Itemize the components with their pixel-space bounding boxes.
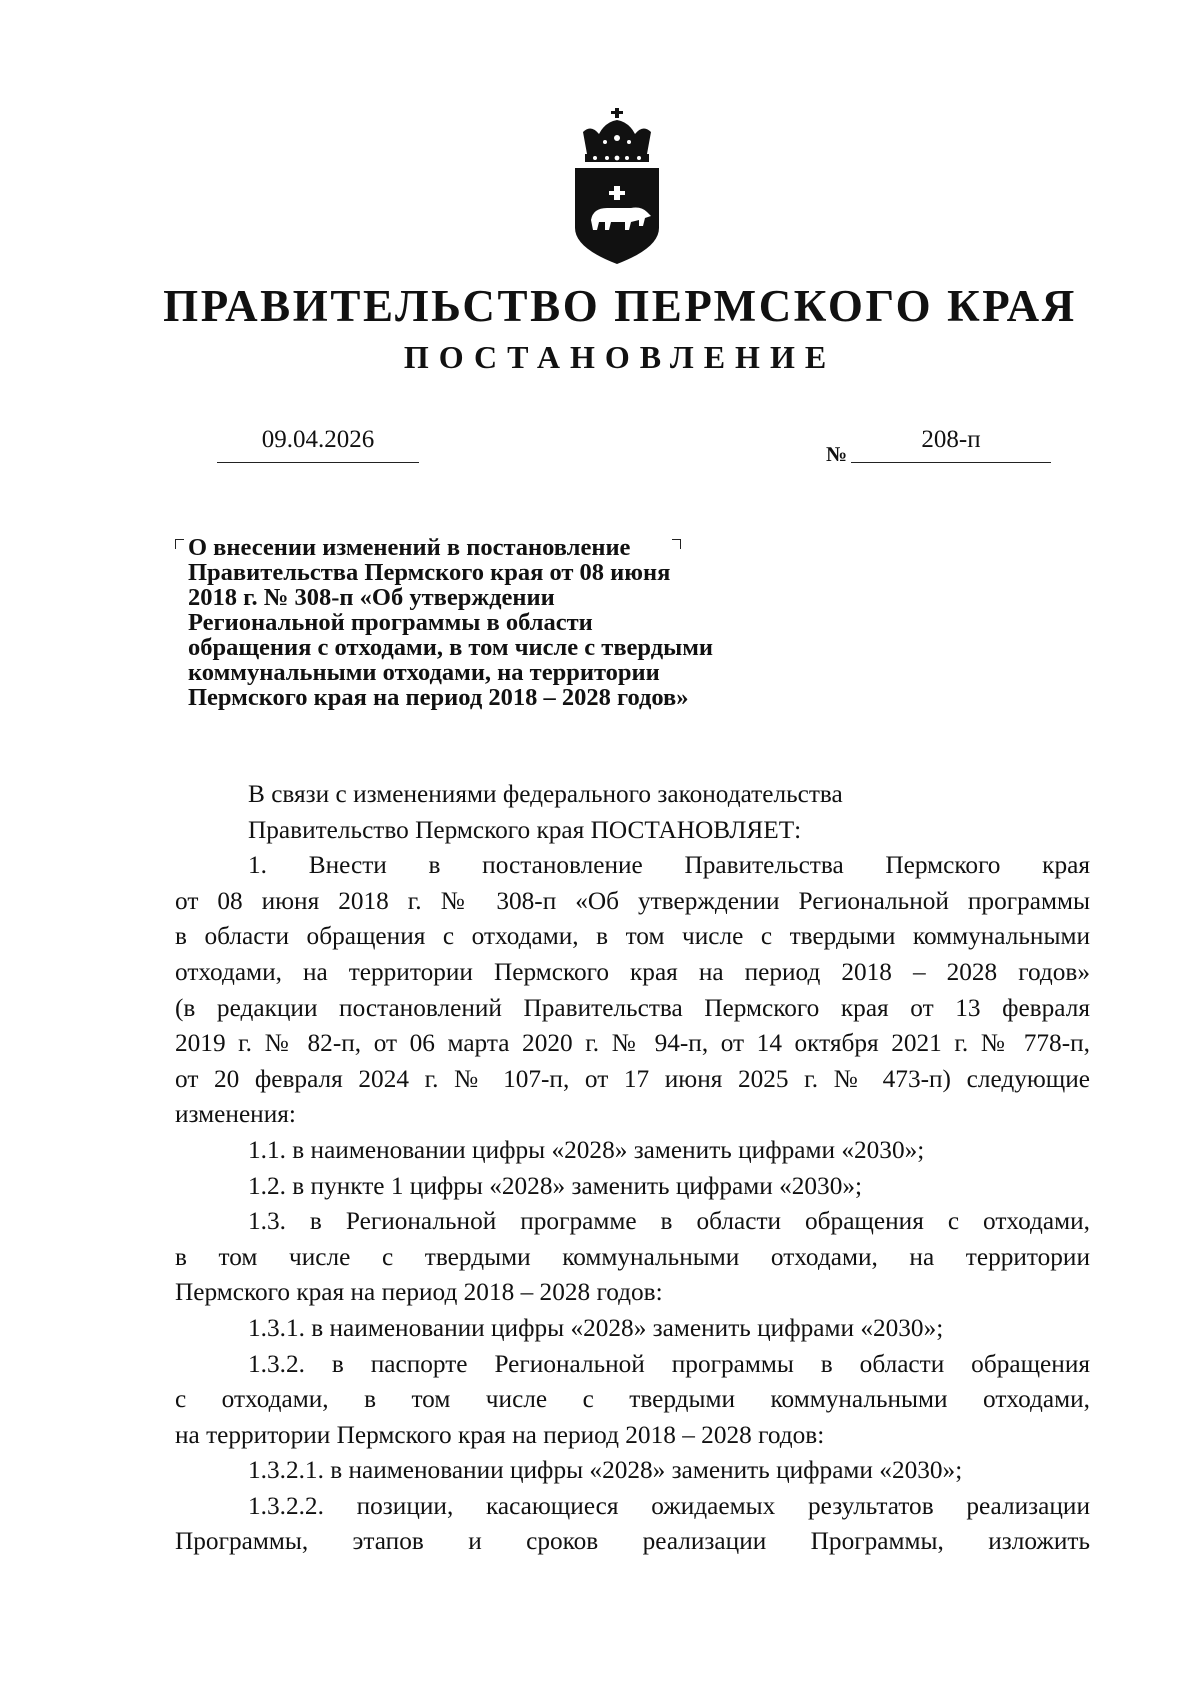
- paragraph-line: изменения:: [175, 1100, 296, 1129]
- subject-line: Региональной программы в области: [188, 609, 593, 636]
- paragraph-1-3: [175, 1204, 1090, 1311]
- paragraph-1-3-2-1: 1.3.2.1. в наименовании цифры «2028» заменить цифрами «2030»;: [248, 1456, 963, 1485]
- perm-krai-coat-of-arms-icon: [569, 108, 665, 264]
- subject-line: Пермского края на период 2018 – 2028 годов»: [188, 684, 689, 711]
- document-body: [175, 777, 1090, 1560]
- intro-line: Правительство Пермского края ПОСТАНОВЛЯЕТ:: [248, 815, 802, 844]
- subject-title: [188, 535, 828, 710]
- paragraph-line: 1.3. в Региональной программе в области обращения с отходами,: [248, 1207, 1090, 1236]
- paragraph-line: от 20 февраля 2024 г. № 107-п, от 17 июня 2025 г. № 473-п) следующие: [175, 1064, 1090, 1093]
- paragraph-line: 1.3.2. в паспорте Региональной программы в области обращения: [248, 1349, 1090, 1378]
- subject-line: Правительства Пермского края от 08 июня: [188, 559, 671, 586]
- subject-line: коммунальными отходами, на территории: [188, 659, 660, 686]
- document-number: 208-п: [921, 426, 981, 453]
- paragraph-line: 1.3.2.2. позиции, касающиеся ожидаемых результатов реализации: [248, 1491, 1090, 1520]
- paragraph-1-2: 1.2. в пункте 1 цифры «2028» заменить цифрами «2030»;: [248, 1171, 863, 1200]
- paragraph-line: отходами, на территории Пермского края на период 2018 – 2028 годов»: [175, 957, 1090, 986]
- paragraph-1-3-2-2: [175, 1489, 1090, 1560]
- document-type: ПОСТАНОВЛЕНИЕ: [403, 339, 837, 375]
- organization-title: ПРАВИТЕЛЬСТВО ПЕРМСКОГО КРАЯ: [163, 281, 1077, 331]
- paragraph-line: Пермского края на период 2018 – 2028 годов:: [175, 1278, 663, 1307]
- paragraph-line: от 08 июня 2018 г. № 308-п «Об утверждении Региональной программы: [175, 886, 1090, 915]
- paragraph-1-1: 1.1. в наименовании цифры «2028» заменить цифрами «2030»;: [248, 1135, 925, 1164]
- document-date: 09.04.2026: [261, 426, 375, 453]
- paragraph-line: 2019 г. № 82-п, от 06 марта 2020 г. № 94-п, от 14 октября 2021 г. № 778-п,: [175, 1029, 1090, 1058]
- paragraph-line: с отходами, в том числе с твердыми коммунальными отходами,: [175, 1385, 1090, 1414]
- subject-line: 2018 г. № 308-п «Об утверждении: [188, 584, 555, 611]
- date-field: [217, 426, 419, 463]
- number-field: [851, 426, 1051, 463]
- paragraph-line: Программы, этапов и сроков реализации Программы, изложить: [175, 1527, 1090, 1556]
- paragraph-line: 1. Внести в постановление Правительства Пермского края: [248, 851, 1090, 880]
- paragraph-1-3-2: [175, 1347, 1090, 1454]
- paragraph-line: (в редакции постановлений Правительства Пермского края от 13 февраля: [175, 993, 1090, 1022]
- subject-bracket-left: [175, 539, 184, 549]
- paragraph-line: в области обращения с отходами, в том числе с твердыми коммунальными: [175, 922, 1090, 951]
- intro-line: В связи с изменениями федерального законодательства: [248, 780, 843, 808]
- number-label: №: [826, 442, 848, 466]
- paragraph-line: в том числе с твердыми коммунальными отходами, на территории: [175, 1242, 1090, 1271]
- subject-line: обращения с отходами, в том числе с твердыми: [188, 634, 714, 661]
- paragraph-line: на территории Пермского края на период 2018 – 2028 годов:: [175, 1420, 825, 1449]
- paragraph-1: [175, 848, 1090, 1133]
- paragraph-1-3-1: 1.3.1. в наименовании цифры «2028» заменить цифрами «2030»;: [248, 1313, 944, 1342]
- subject-line: О внесении изменений в постановление: [188, 534, 631, 561]
